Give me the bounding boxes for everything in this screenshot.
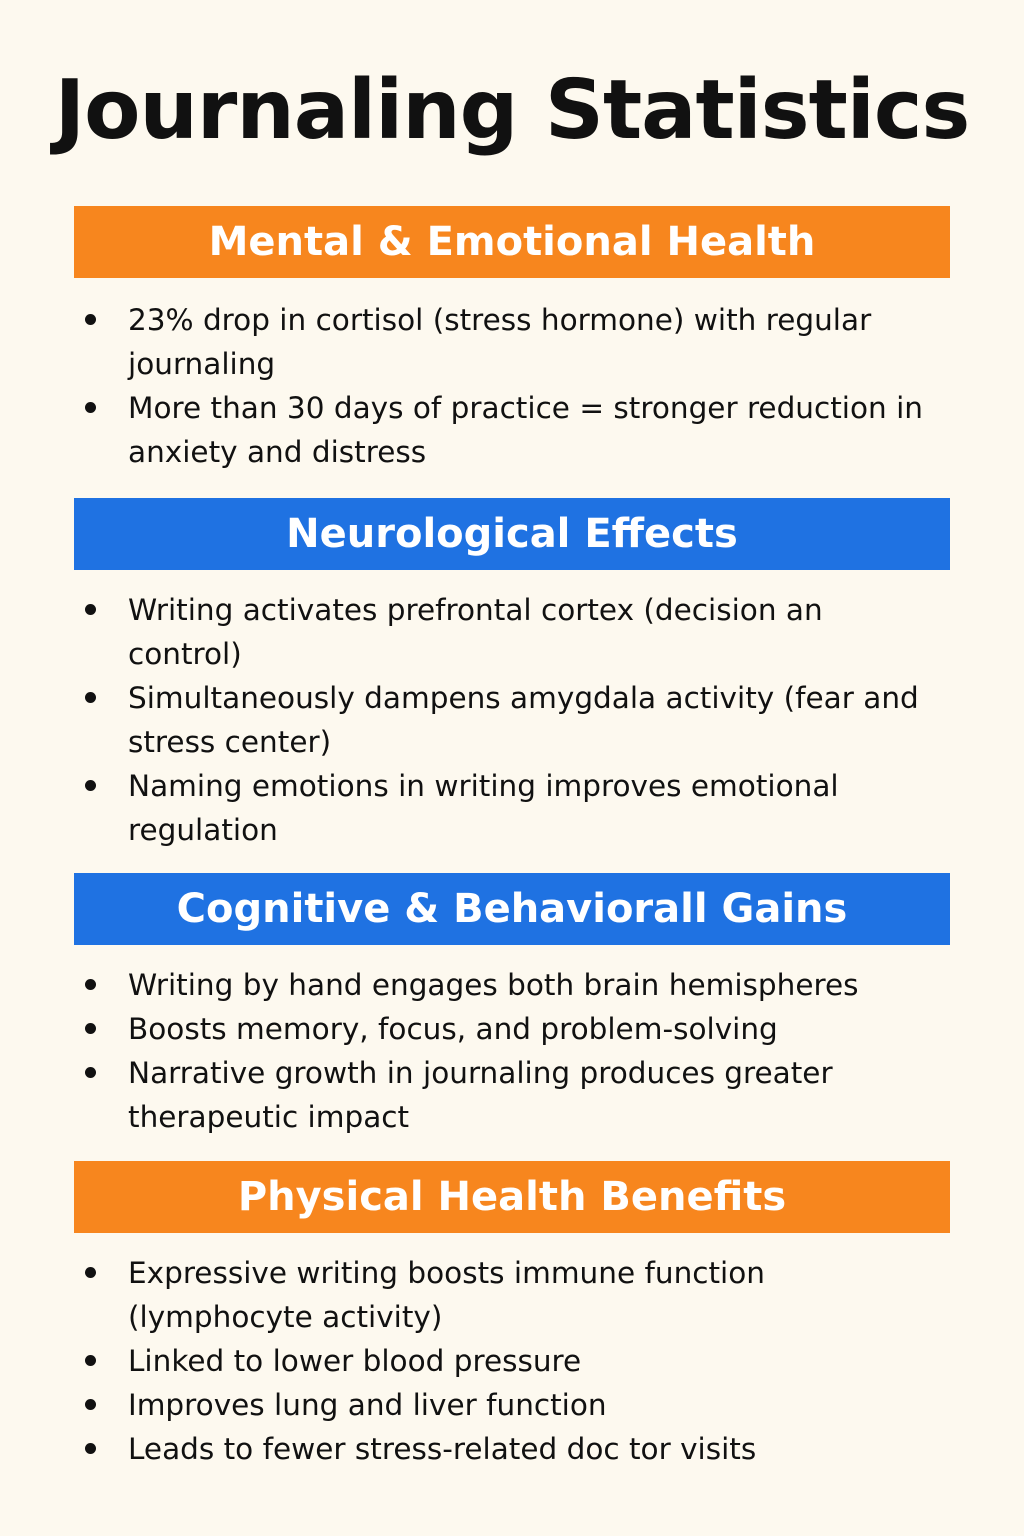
list-item [74,1427,934,1471]
list-item-text: Simultaneously dampens amygdala activity (fear and stress center) [128,681,919,759]
list-item-text: Narrative growth in journaling produces greater therapeutic impact [128,1056,833,1134]
bullet-icon [85,780,96,791]
list-item-text: Boosts memory, focus, and problem-solving [128,1012,778,1046]
list-item-text: Improves lung and liver function [128,1388,607,1422]
bullet-icon [85,1399,96,1410]
list-item-text: Naming emotions in writing improves emotional regulation [128,769,839,847]
list-item-text: Linked to lower blood pressure [128,1344,582,1378]
list-item [74,1051,934,1139]
bullet-icon [85,1267,96,1278]
list-item [74,386,934,474]
bullet-list-mental-emotional-health [74,298,934,474]
section-heading: Neurological Effects [286,511,738,557]
bullet-icon [85,314,96,325]
bullet-list-cognitive-behavioral-gains [74,963,934,1139]
section-heading: Cognitive & Behaviorall Gains [176,886,848,932]
bullet-icon [85,1443,96,1454]
list-item [74,1007,934,1051]
section-header-mental-emotional-health [74,206,950,278]
bullet-list-neurological-effects [74,588,934,852]
bullet-icon [85,1067,96,1078]
list-item-text: 23% drop in cortisol (stress hormone) with regular journaling [128,303,872,381]
list-item-text: Leads to fewer stress-related doc tor visits [128,1432,757,1466]
section-heading: Mental & Emotional Health [208,219,816,265]
bullet-list-physical-health-benefits [74,1251,934,1471]
list-item [74,1339,934,1383]
bullet-icon [85,979,96,990]
section-header-neurological-effects [74,498,950,570]
list-item [74,963,934,1007]
section-heading: Physical Health Benefits [237,1174,787,1220]
bullet-icon [85,604,96,615]
section-header-cognitive-behavioral-gains [74,873,950,945]
section-header-physical-health-benefits [74,1161,950,1233]
list-item [74,588,934,676]
bullet-icon [85,402,96,413]
list-item [74,298,934,386]
bullet-icon [85,1023,96,1034]
list-item-text: More than 30 days of practice = stronger reduction in anxiety and distress [128,391,924,469]
bullet-icon [85,1355,96,1366]
list-item-text: Writing activates prefrontal cortex (decision an control) [128,593,823,671]
list-item-text: Writing by hand engages both brain hemispheres [128,968,859,1002]
list-item [74,676,934,764]
list-item [74,764,934,852]
page-title: Journaling Statistics [54,63,970,158]
bullet-icon [85,692,96,703]
list-item [74,1251,934,1339]
list-item-text: Expressive writing boosts immune function (lymphocyte activity) [128,1256,765,1334]
list-item [74,1383,934,1427]
